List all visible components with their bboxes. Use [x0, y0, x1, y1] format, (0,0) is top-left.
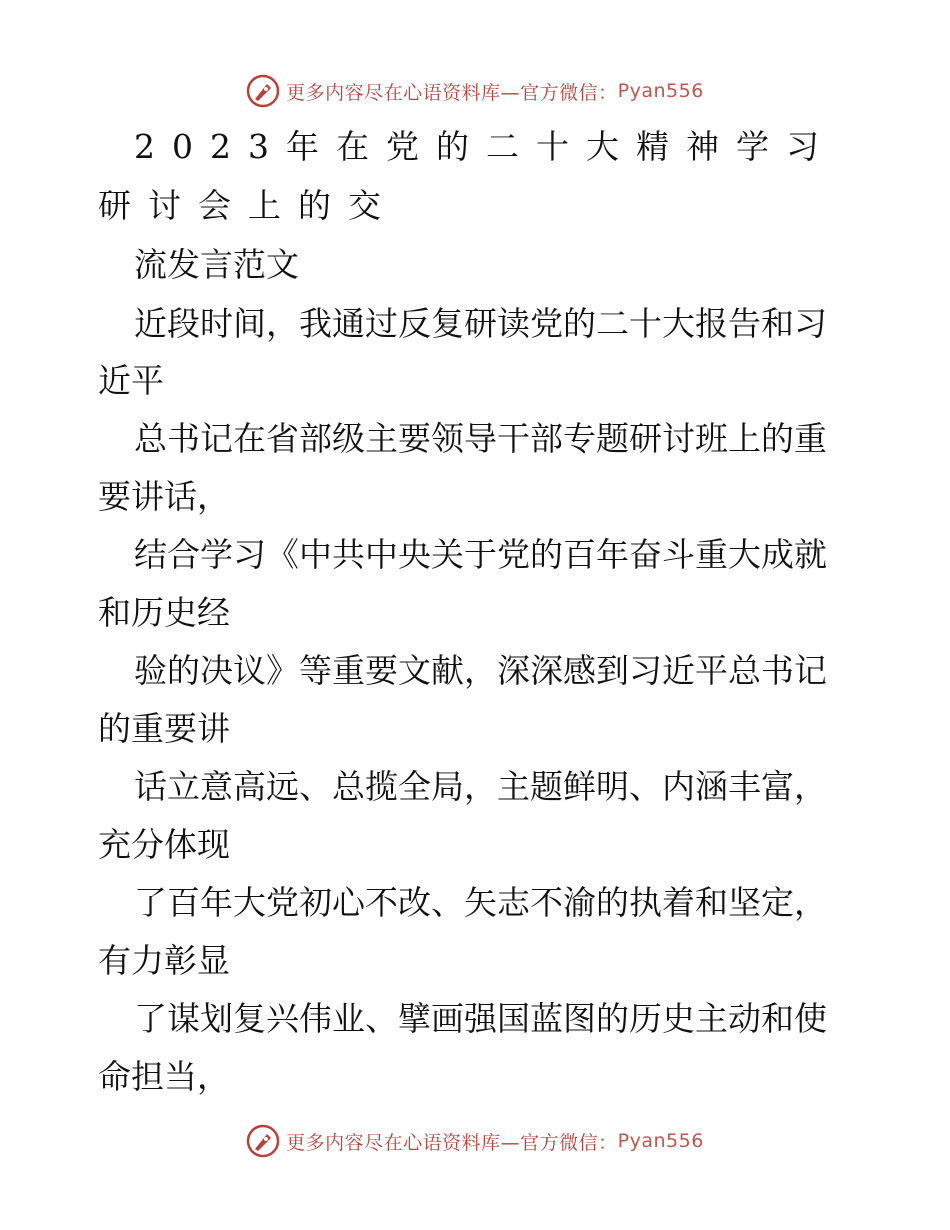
doc-paragraph-line: 近段时间，我通过反复研读党的二十大报告和习: [134, 304, 827, 343]
doc-paragraph-line: 命担当，: [98, 1057, 230, 1096]
doc-paragraph-line: 话立意高远、总揽全局，主题鲜明、内涵丰富，: [134, 767, 827, 806]
doc-paragraph-line: 充分体现: [98, 825, 230, 864]
doc-title-line-3: 流发言范文: [134, 245, 299, 284]
doc-paragraph-line: 的重要讲: [98, 709, 230, 748]
doc-paragraph-line: 了百年大党初心不改、矢志不渝的执着和坚定，: [134, 883, 827, 922]
watermark-text: 更多内容尽在心语资料库—官方微信：: [286, 1131, 618, 1154]
doc-title-line-1: 2023年在党的二十大精神学习: [134, 127, 836, 166]
doc-paragraph-line: 近平: [98, 361, 164, 400]
watermark-header: [0, 71, 950, 111]
watermark-text: 更多内容尽在心语资料库—官方微信：: [286, 81, 618, 104]
watermark-wechat-id: Pyan556: [617, 80, 704, 102]
doc-title-line-2: 研讨会上的交: [98, 186, 398, 225]
pen-nib-logo-icon: [246, 74, 280, 108]
doc-paragraph-line: 验的决议》等重要文献，深深感到习近平总书记: [134, 651, 827, 690]
pen-nib-logo-icon: [246, 1124, 280, 1158]
doc-paragraph-line: 结合学习《中共中央关于党的百年奋斗重大成就: [134, 535, 827, 574]
watermark-footer: [0, 1121, 950, 1161]
doc-paragraph-line: 和历史经: [98, 593, 230, 632]
doc-paragraph-line: 要讲话，: [98, 477, 230, 516]
doc-paragraph-line: 有力彰显: [98, 941, 230, 980]
doc-paragraph-line: 了谋划复兴伟业、擘画强国蓝图的历史主动和使: [134, 999, 827, 1038]
watermark-wechat-id: Pyan556: [617, 1130, 704, 1152]
doc-paragraph-line: 总书记在省部级主要领导干部专题研讨班上的重: [134, 419, 827, 458]
